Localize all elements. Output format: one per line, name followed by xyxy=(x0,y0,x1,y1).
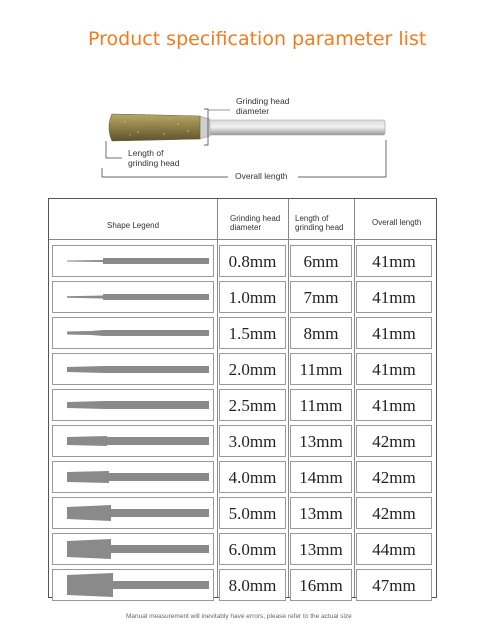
header-overall: Overall length xyxy=(372,218,422,227)
header-diameter-2: diameter xyxy=(230,223,262,232)
table-row xyxy=(49,461,436,493)
overall-length-cell: 41mm xyxy=(356,281,432,313)
table-row xyxy=(49,353,436,385)
table-row xyxy=(49,569,436,601)
head-length-cell: 13mm xyxy=(290,533,352,565)
diameter-cell: 1.0mm xyxy=(219,281,286,313)
footnote: Manual measurement will inevitably have errors, please refer to the actual size xyxy=(126,613,352,620)
overall-length-label: Overall length xyxy=(235,171,288,181)
bit-shape-icon xyxy=(53,498,213,528)
table-row xyxy=(49,497,436,529)
head-diameter-label-1: Grinding head xyxy=(236,96,290,106)
table-row xyxy=(49,533,436,565)
head-length-cell: 13mm xyxy=(290,425,352,457)
spec-table xyxy=(48,198,437,598)
shape-legend-cell xyxy=(52,353,214,385)
diameter-cell: 8.0mm xyxy=(219,569,286,601)
overall-length-cell: 41mm xyxy=(356,353,432,385)
shape-legend-cell xyxy=(52,245,214,277)
diameter-cell: 2.0mm xyxy=(219,353,286,385)
overall-length-cell: 42mm xyxy=(356,497,432,529)
overall-length-cell: 42mm xyxy=(356,461,432,493)
head-length-cell: 8mm xyxy=(290,317,352,349)
head-length-cell: 13mm xyxy=(290,497,352,529)
shape-legend-cell xyxy=(52,461,214,493)
shank xyxy=(205,120,385,135)
diameter-cell: 5.0mm xyxy=(219,497,286,529)
grinding-head xyxy=(109,114,200,141)
diameter-cell: 1.5mm xyxy=(219,317,286,349)
overall-length-cell: 41mm xyxy=(356,389,432,421)
overall-length-cell: 41mm xyxy=(356,245,432,277)
grinding-bit-diagram xyxy=(100,90,400,185)
header-diameter-1: Grinding head xyxy=(230,214,281,223)
shape-legend-cell xyxy=(52,533,214,565)
table-row xyxy=(49,425,436,457)
bit-shape-icon xyxy=(53,318,213,348)
shape-legend-cell xyxy=(52,281,214,313)
head-length-cell: 11mm xyxy=(290,389,352,421)
head-length-label-2: grinding head xyxy=(128,158,180,168)
diameter-cell: 4.0mm xyxy=(219,461,286,493)
diameter-cell: 6.0mm xyxy=(219,533,286,565)
head-length-cell: 6mm xyxy=(290,245,352,277)
overall-length-cell: 41mm xyxy=(356,317,432,349)
head-length-cell: 16mm xyxy=(290,569,352,601)
bit-shape-icon xyxy=(53,354,213,384)
head-length-cell: 11mm xyxy=(290,353,352,385)
header-length-1: Length of xyxy=(295,214,329,223)
bit-shape-icon xyxy=(53,282,213,312)
shape-legend-cell xyxy=(52,569,214,601)
table-row xyxy=(49,317,436,349)
shape-legend-cell xyxy=(52,497,214,529)
head-length-cell: 14mm xyxy=(290,461,352,493)
bit-shape-icon xyxy=(53,426,213,456)
head-length-cell: 7mm xyxy=(290,281,352,313)
overall-length-cell: 42mm xyxy=(356,425,432,457)
table-row xyxy=(49,245,436,277)
overall-length-cell: 47mm xyxy=(356,569,432,601)
shape-legend-cell xyxy=(52,425,214,457)
diameter-cell: 2.5mm xyxy=(219,389,286,421)
shape-legend-cell xyxy=(52,389,214,421)
shape-legend-cell xyxy=(52,317,214,349)
bit-shape-icon xyxy=(53,246,213,276)
head-diameter-label-2: diameter xyxy=(236,106,270,116)
collar xyxy=(200,116,210,139)
bit-shape-icon xyxy=(53,390,213,420)
header-length-2: grinding head xyxy=(295,223,344,232)
table-row xyxy=(49,281,436,313)
bit-shape-icon xyxy=(53,534,213,564)
diameter-cell: 0.8mm xyxy=(219,245,286,277)
head-length-label-1: Length of xyxy=(128,148,164,158)
overall-length-cell: 44mm xyxy=(356,533,432,565)
table-row xyxy=(49,389,436,421)
bit-shape-icon xyxy=(53,570,213,600)
page-title: Product specification parameter list xyxy=(88,28,427,50)
bit-shape-icon xyxy=(53,462,213,492)
diameter-cell: 3.0mm xyxy=(219,425,286,457)
header-shape: Shape Legend xyxy=(107,221,160,230)
